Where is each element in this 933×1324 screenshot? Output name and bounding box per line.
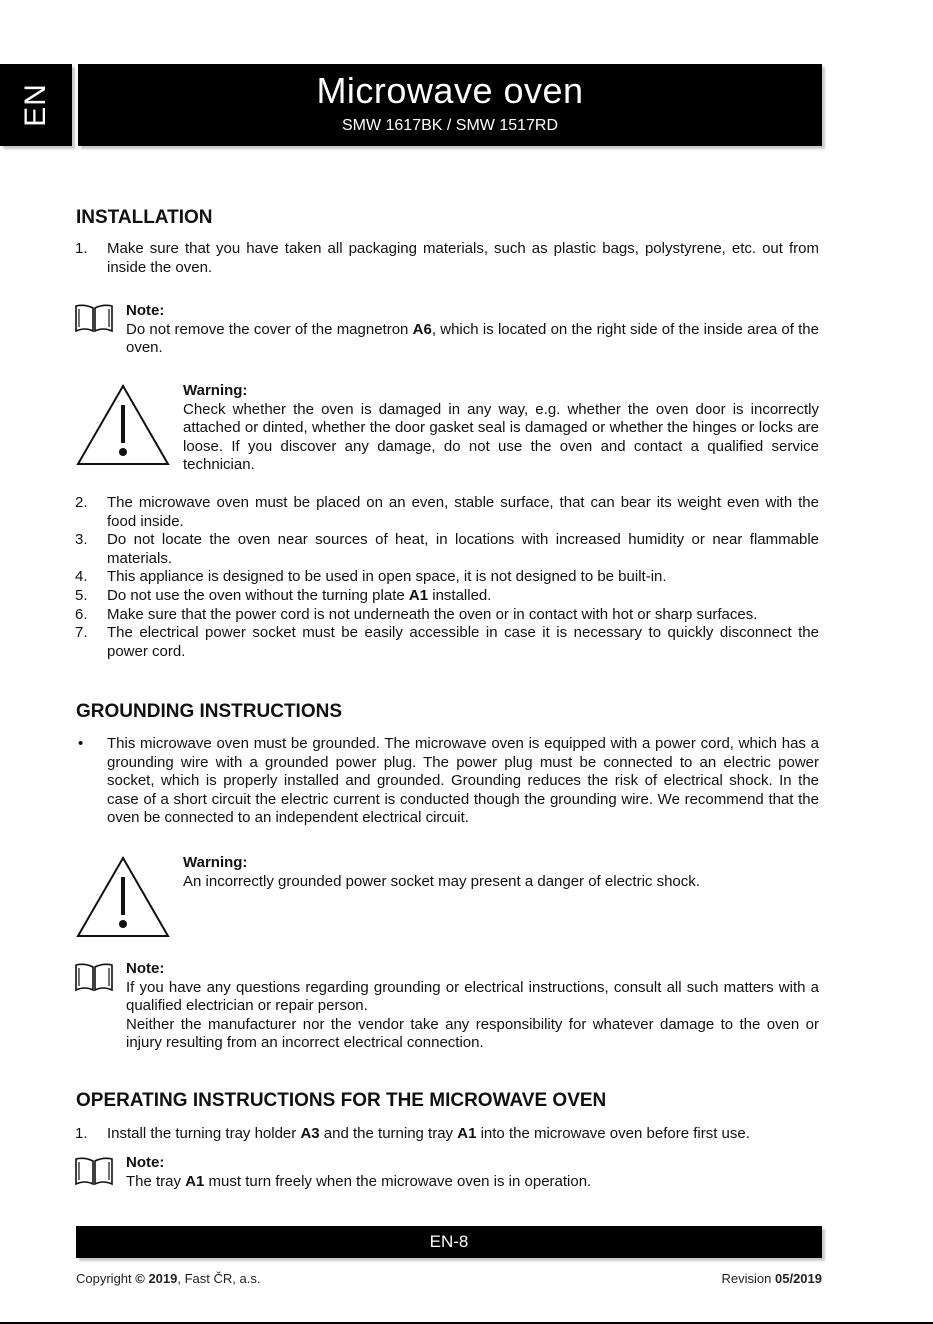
note-label: Note: [126, 960, 165, 977]
list-item [76, 240, 819, 277]
item-number: 7. [75, 624, 88, 642]
warning-label: Warning: [183, 382, 248, 399]
header-banner [78, 64, 822, 146]
item-text: installed. [428, 587, 492, 604]
item-text: The microwave oven must be placed on an even, stable surface, that can bear its weight even with the food inside. [107, 494, 819, 530]
item-text: This microwave oven must be grounded. The microwave oven is equipped with a power cord, which has a grounding wire with a grounded power plug. The power plug must be connected to an electric power socket, which is properly installed and grounded. Grounding reduces the risk of electrical shock. In the case of a short circuit the electric current is conducted though the grounding wire. We recommend that the oven be connected to an independent electrical circuit. [107, 735, 819, 827]
item-text: and the turning tray [319, 1125, 458, 1142]
language-tab [0, 64, 72, 146]
item-text: Make sure that you have taken all packaging materials, such as plastic bags, polystyrene, etc. out from inside the oven. [107, 240, 819, 276]
copyright-prefix: Copyright [76, 1271, 136, 1286]
note-text: , which is located on the right side of the inside area of the oven. [126, 320, 819, 357]
note-text: must turn freely when the microwave oven is in operation. [204, 1172, 592, 1190]
list-item [76, 735, 819, 828]
item-number: 5. [75, 587, 88, 604]
bullet: • [78, 735, 84, 752]
installation-warning [183, 382, 819, 475]
part-code: A3 [300, 1125, 320, 1142]
revision [722, 1271, 822, 1286]
item-number: 3. [75, 531, 88, 549]
operating-note [126, 1154, 819, 1191]
page-number: EN-8 [429, 1232, 469, 1251]
item-text: Install the turning tray holder [107, 1125, 301, 1142]
note-label: Note: [126, 1154, 165, 1171]
copyright-year: © 2019 [135, 1271, 178, 1286]
item-text: into the microwave oven before first use. [476, 1125, 750, 1142]
item-text: Do not locate the oven near sources of heat, in locations with increased humidity or near flammable materials. [107, 531, 819, 567]
part-code: A6 [412, 320, 432, 338]
warning-text: An incorrectly grounded power socket may present a danger of electric shock. [183, 872, 700, 890]
page-title: Microwave oven [316, 70, 584, 111]
item-number: 6. [75, 605, 88, 623]
note-text: Neither the manufacturer nor the vendor take any responsibility for whatever damage to the oven or injury resulting from an incorrect electrical connection. [126, 1015, 819, 1052]
installation-heading: INSTALLATION [76, 207, 213, 228]
grounding-note [126, 960, 819, 1053]
copyright [76, 1271, 260, 1286]
revision-date: 05/2019 [775, 1271, 822, 1286]
note-text: The tray [126, 1172, 186, 1190]
list-item [76, 531, 819, 568]
list-item [76, 587, 819, 606]
note-label: Note: [126, 302, 165, 319]
item-number: 2. [75, 494, 88, 511]
item-number: 1. [75, 1125, 88, 1142]
list-item [76, 494, 819, 531]
part-code: A1 [185, 1172, 205, 1190]
list-item [76, 624, 819, 661]
item-text: This appliance is designed to be used in open space, it is not designed to be built-in. [107, 568, 667, 586]
list-item [76, 568, 819, 587]
page-number-bar [76, 1226, 822, 1258]
item-text: The electrical power socket must be easily accessible in case it is necessary to quickly disconnect the power cord. [107, 624, 819, 660]
item-text: Make sure that the power cord is not underneath the oven or in contact with hot or sharp surfaces. [107, 605, 758, 623]
operating-heading: OPERATING INSTRUCTIONS FOR THE MICROWAVE OVEN [76, 1090, 607, 1111]
installation-note [126, 302, 819, 358]
warning-label: Warning: [183, 854, 248, 871]
grounding-warning [183, 854, 819, 891]
warning-triangle-icon [75, 855, 171, 939]
item-number: 1. [75, 240, 88, 257]
warning-text: Check whether the oven is damaged in any way, e.g. whether the oven door is incorrectly attached or dinted, whether the door gasket seal is damaged or whether the hinges or locks are loose. If you discover any damage, do not use the oven and contact a qualified service technician. [183, 400, 819, 474]
list-item [76, 1125, 819, 1144]
book-note-icon [75, 1156, 113, 1186]
part-code: A1 [408, 587, 429, 604]
revision-prefix: Revision [721, 1271, 775, 1286]
book-note-icon [75, 303, 113, 333]
part-code: A1 [457, 1125, 477, 1142]
note-text: If you have any questions regarding grounding or electrical instructions, consult all such matters with a qualified electrician or repair person. [126, 978, 819, 1015]
item-text: Do not use the oven without the turning plate [107, 587, 409, 604]
warning-triangle-icon [75, 383, 171, 467]
copyright-suffix: , Fast ČR, a.s. [177, 1271, 261, 1286]
model-subtitle: SMW 1617BK / SMW 1517RD [341, 117, 559, 134]
item-number: 4. [75, 568, 88, 586]
note-text: Do not remove the cover of the magnetron [126, 320, 413, 338]
book-note-icon [75, 962, 113, 992]
language-label: EN [19, 83, 52, 127]
list-item [76, 606, 819, 625]
grounding-heading: GROUNDING INSTRUCTIONS [76, 701, 342, 722]
